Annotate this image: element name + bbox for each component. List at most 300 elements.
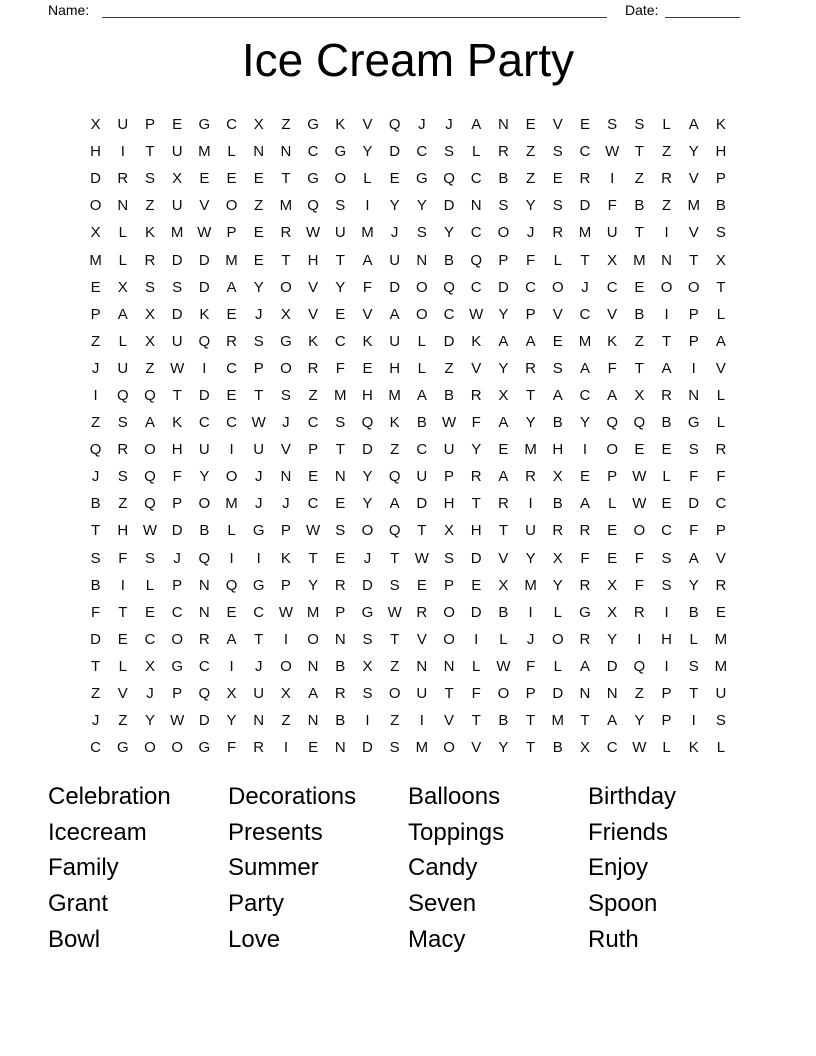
grid-letter: X xyxy=(444,522,455,540)
grid-letter: F xyxy=(471,685,481,703)
word-item: Grant xyxy=(48,890,109,918)
grid-letter: E xyxy=(144,603,155,621)
grid-letter: P xyxy=(607,468,618,486)
grid-letter: E xyxy=(335,495,346,513)
grid-row xyxy=(82,192,735,219)
grid-letter: E xyxy=(226,170,237,188)
grid-letter: D xyxy=(389,143,401,161)
grid-letter: I xyxy=(229,441,234,459)
grid-letter: T xyxy=(689,685,699,703)
grid-letter: T xyxy=(661,332,672,350)
grid-letter: F xyxy=(689,468,699,486)
grid-letter: D xyxy=(470,549,482,567)
grid-letter: Y xyxy=(525,414,536,432)
grid-letter: O xyxy=(606,441,618,459)
grid-letter: Z xyxy=(526,170,536,188)
word-item: Love xyxy=(228,925,281,953)
grid-letter: C xyxy=(470,224,482,242)
grid-letter: T xyxy=(526,739,536,757)
word-item: Friends xyxy=(588,818,669,846)
grid-letter: C xyxy=(715,495,727,513)
grid-letter: T xyxy=(634,359,644,377)
grid-letter: X xyxy=(552,549,563,567)
grid-letter: Y xyxy=(308,576,319,594)
grid-letter: C xyxy=(171,603,183,621)
grid-letter: N xyxy=(579,685,591,703)
grid-letter: Z xyxy=(634,170,644,188)
grid-letter: B xyxy=(444,386,455,404)
grid-row xyxy=(82,111,735,138)
grid-letter: C xyxy=(579,143,591,161)
grid-letter: D xyxy=(90,170,102,188)
grid-letter: C xyxy=(443,305,455,323)
grid-letter: C xyxy=(307,414,319,432)
grid-letter: H xyxy=(90,143,102,161)
grid-letter: V xyxy=(552,116,563,134)
grid-letter: A xyxy=(607,386,618,404)
grid-letter: M xyxy=(578,224,592,242)
grid-letter: X xyxy=(253,116,264,134)
grid-letter: I xyxy=(202,359,207,377)
grid-letter: L xyxy=(662,116,671,134)
grid-letter: F xyxy=(526,251,536,269)
grid-letter: K xyxy=(199,305,210,323)
grid-letter: P xyxy=(661,712,672,730)
grid-letter: Z xyxy=(145,197,155,215)
grid-letter: M xyxy=(633,251,646,269)
grid-letter: O xyxy=(443,603,455,621)
grid-letter: E xyxy=(335,549,346,567)
grid-letter: A xyxy=(471,116,482,134)
grid-letter: X xyxy=(498,576,509,594)
grid-letter: C xyxy=(470,170,482,188)
grid-letter: C xyxy=(90,739,102,757)
grid-letter: Q xyxy=(443,170,455,188)
grid-letter: O xyxy=(225,468,238,486)
grid-letter: K xyxy=(607,332,618,350)
grid-letter: B xyxy=(715,197,726,215)
grid-letter: S xyxy=(144,278,155,296)
grid-letter: T xyxy=(417,522,427,540)
grid-letter: R xyxy=(715,576,727,594)
grid-letter: E xyxy=(579,116,590,134)
grid-letter: E xyxy=(579,468,590,486)
grid-letter: R xyxy=(552,224,564,242)
grid-letter: B xyxy=(634,197,645,215)
grid-letter: O xyxy=(171,630,183,648)
grid-letter: S xyxy=(498,197,509,215)
grid-letter: J xyxy=(418,116,426,134)
grid-letter: U xyxy=(117,116,129,134)
grid-letter: A xyxy=(607,712,618,730)
page-title: Ice Cream Party xyxy=(241,34,575,86)
grid-row xyxy=(82,219,735,246)
grid-letter: S xyxy=(117,414,128,432)
grid-letter: M xyxy=(89,251,102,269)
grid-letter: B xyxy=(634,305,645,323)
grid-letter: E xyxy=(117,630,128,648)
grid-letter: E xyxy=(471,576,482,594)
grid-letter: Z xyxy=(661,143,672,161)
word-item: Seven xyxy=(408,890,477,918)
grid-letter: I xyxy=(229,657,234,675)
grid-letter: M xyxy=(306,603,320,621)
grid-letter: E xyxy=(335,305,346,323)
grid-letter: P xyxy=(172,495,183,513)
grid-letter: A xyxy=(661,359,672,377)
grid-letter: Z xyxy=(634,685,644,703)
grid-letter: U xyxy=(171,332,183,350)
grid-letter: V xyxy=(607,305,618,323)
grid-letter: V xyxy=(688,170,699,188)
grid-letter: E xyxy=(362,359,373,377)
grid-letter: Y xyxy=(688,143,699,161)
grid-letter: T xyxy=(335,251,345,269)
grid-row xyxy=(82,301,735,328)
grid-letter: E xyxy=(226,603,237,621)
grid-letter: F xyxy=(580,549,590,567)
grid-letter: A xyxy=(389,495,400,513)
grid-letter: N xyxy=(416,657,428,675)
grid-letter: N xyxy=(280,468,292,486)
grid-letter: W xyxy=(414,549,429,567)
grid-letter: G xyxy=(361,603,374,621)
grid-letter: R xyxy=(715,441,727,459)
grid-letter: M xyxy=(578,332,592,350)
grid-letter: Z xyxy=(91,414,101,432)
grid-letter: Y xyxy=(525,549,536,567)
grid-letter: X xyxy=(607,603,618,621)
grid-letter: Z xyxy=(281,116,291,134)
grid-letter: U xyxy=(416,685,428,703)
grid-letter: L xyxy=(118,332,127,350)
grid-letter: A xyxy=(579,495,590,513)
grid-letter: W xyxy=(306,522,321,540)
grid-letter: K xyxy=(471,332,482,350)
grid-letter: S xyxy=(661,549,672,567)
grid-letter: M xyxy=(415,739,429,757)
grid-letter: R xyxy=(579,170,591,188)
grid-letter: I xyxy=(120,143,125,161)
grid-letter: P xyxy=(280,576,291,594)
grid-letter: C xyxy=(226,359,237,377)
grid-letter: Q xyxy=(470,251,483,269)
grid-letter: J xyxy=(91,712,100,730)
grid-letter: Y xyxy=(335,278,346,296)
grid-letter: C xyxy=(579,305,591,323)
grid-letter: Y xyxy=(362,143,373,161)
grid-row xyxy=(82,274,735,301)
grid-letter: S xyxy=(362,685,373,703)
grid-letter: A xyxy=(498,332,509,350)
grid-letter: B xyxy=(90,495,101,513)
grid-letter: W xyxy=(632,495,647,513)
grid-letter: X xyxy=(144,332,155,350)
grid-letter: C xyxy=(144,630,156,648)
grid-letter: I xyxy=(691,712,696,730)
grid-letter: Q xyxy=(198,685,211,703)
grid-letter: S xyxy=(90,549,101,567)
grid-letter: L xyxy=(662,468,671,486)
grid-letter: Q xyxy=(144,386,156,404)
grid-letter: E xyxy=(172,116,183,134)
grid-letter: N xyxy=(253,143,265,161)
grid-letter: H xyxy=(552,441,564,459)
grid-letter: S xyxy=(253,332,264,350)
grid-letter: X xyxy=(579,739,590,757)
grid-letter: X xyxy=(226,685,237,703)
grid-letter: M xyxy=(279,197,293,215)
grid-letter: E xyxy=(253,251,264,269)
grid-letter: G xyxy=(252,576,265,594)
grid-letter: T xyxy=(91,657,101,675)
grid-letter: T xyxy=(390,630,400,648)
grid-letter: R xyxy=(633,603,645,621)
grid-letter: L xyxy=(553,603,562,621)
grid-letter: G xyxy=(171,657,183,675)
grid-letter: F xyxy=(634,576,644,594)
grid-letter: E xyxy=(308,468,319,486)
grid-letter: L xyxy=(716,739,726,757)
grid-letter: A xyxy=(579,657,590,675)
grid-letter: W xyxy=(441,414,457,432)
grid-row xyxy=(82,328,735,355)
grid-letter: N xyxy=(416,251,428,269)
grid-letter: Q xyxy=(388,468,401,486)
grid-letter: P xyxy=(172,576,183,594)
grid-letter: R xyxy=(661,386,672,404)
grid-letter: D xyxy=(171,522,183,540)
grid-letter: Q xyxy=(606,414,618,432)
word-item: Ruth xyxy=(588,925,639,953)
grid-letter: O xyxy=(361,522,374,540)
grid-letter: I xyxy=(691,359,696,377)
grid-letter: Z xyxy=(118,495,128,513)
grid-letter: R xyxy=(226,332,237,350)
grid-letter: W xyxy=(632,739,647,757)
grid-letter: V xyxy=(688,224,699,242)
grid-letter: Q xyxy=(388,116,401,134)
grid-letter: O xyxy=(280,657,292,675)
grid-letter: N xyxy=(497,116,509,134)
grid-letter: V xyxy=(498,549,509,567)
grid-letter: Z xyxy=(91,332,101,350)
grid-letter: I xyxy=(283,739,288,757)
grid-letter: U xyxy=(117,359,129,377)
grid-letter: S xyxy=(661,576,672,594)
grid-letter: B xyxy=(552,414,563,432)
grid-letter: O xyxy=(388,685,401,703)
grid-letter: Q xyxy=(633,414,646,432)
grid-letter: J xyxy=(254,305,263,323)
grid-letter: P xyxy=(525,305,536,323)
grid-letter: L xyxy=(716,414,726,432)
word-item: Family xyxy=(48,854,119,882)
grid-letter: K xyxy=(389,414,400,432)
grid-row xyxy=(82,490,735,517)
word-item: Toppings xyxy=(408,818,505,846)
grid-letter: I xyxy=(528,603,533,621)
grid-letter: P xyxy=(715,170,726,188)
grid-letter: O xyxy=(416,305,428,323)
grid-letter: R xyxy=(552,522,564,540)
grid-letter: F xyxy=(607,197,617,215)
grid-letter: R xyxy=(470,468,482,486)
grid-letter: Z xyxy=(444,359,454,377)
grid-letter: D xyxy=(552,685,564,703)
grid-letter: D xyxy=(90,630,102,648)
grid-letter: H xyxy=(715,143,727,161)
grid-letter: T xyxy=(526,712,536,730)
grid-letter: X xyxy=(607,251,618,269)
grid-letter: Y xyxy=(688,576,699,594)
grid-letter: P xyxy=(688,305,699,323)
grid-letter: N xyxy=(334,468,346,486)
grid-letter: I xyxy=(664,224,669,242)
grid-letter: S xyxy=(362,630,373,648)
grid-letter: S xyxy=(117,468,128,486)
grid-letter: K xyxy=(308,332,319,350)
grid-letter: Q xyxy=(144,468,156,486)
grid-letter: S xyxy=(715,712,726,730)
grid-letter: Z xyxy=(661,197,672,215)
grid-letter: H xyxy=(661,630,672,648)
grid-letter: G xyxy=(116,739,129,757)
grid-letter: Y xyxy=(634,712,645,730)
grid-letter: O xyxy=(89,197,102,215)
grid-letter: Y xyxy=(471,441,482,459)
grid-letter: R xyxy=(470,386,482,404)
grid-letter: B xyxy=(688,603,699,621)
grid-letter: X xyxy=(144,305,155,323)
grid-letter: E xyxy=(552,170,563,188)
grid-letter: C xyxy=(606,278,618,296)
grid-letter: V xyxy=(362,116,373,134)
grid-letter: U xyxy=(525,522,537,540)
grid-letter: I xyxy=(664,657,669,675)
grid-letter: P xyxy=(90,305,101,323)
grid-letter: L xyxy=(227,522,236,540)
grid-letter: H xyxy=(117,522,129,540)
grid-letter: U xyxy=(389,332,401,350)
grid-letter: K xyxy=(172,414,183,432)
grid-letter: R xyxy=(253,739,265,757)
grid-letter: D xyxy=(688,495,700,513)
grid-letter: I xyxy=(229,549,234,567)
grid-letter: Y xyxy=(498,739,509,757)
grid-letter: L xyxy=(227,143,236,161)
grid-letter: T xyxy=(471,712,481,730)
grid-letter: N xyxy=(307,657,319,675)
grid-letter: B xyxy=(416,414,427,432)
grid-letter: P xyxy=(253,359,264,377)
grid-letter: W xyxy=(605,143,620,161)
grid-letter: X xyxy=(117,278,128,296)
grid-letter: O xyxy=(280,359,292,377)
grid-letter: Y xyxy=(579,414,590,432)
grid-letter: N xyxy=(334,630,346,648)
grid-row xyxy=(82,382,735,409)
grid-letter: F xyxy=(335,359,345,377)
word-item: Party xyxy=(228,890,285,918)
grid-letter: B xyxy=(552,495,563,513)
grid-letter: P xyxy=(444,576,455,594)
grid-letter: O xyxy=(225,197,238,215)
grid-letter: L xyxy=(553,251,562,269)
grid-letter: J xyxy=(526,630,535,648)
grid-letter: E xyxy=(607,549,618,567)
grid-letter: A xyxy=(389,305,400,323)
grid-letter: D xyxy=(198,712,210,730)
grid-letter: O xyxy=(198,495,211,513)
grid-letter: X xyxy=(172,170,183,188)
grid-letter: R xyxy=(117,441,129,459)
grid-letter: N xyxy=(198,603,210,621)
grid-letter: Z xyxy=(91,685,101,703)
grid-letter: D xyxy=(606,657,618,675)
grid-letter: Z xyxy=(145,359,155,377)
grid-letter: Y xyxy=(416,197,427,215)
date-label: Date: xyxy=(625,2,659,18)
grid-letter: A xyxy=(226,278,237,296)
grid-letter: N xyxy=(334,739,346,757)
grid-letter: I xyxy=(120,576,125,594)
grid-letter: J xyxy=(146,685,154,703)
grid-letter: I xyxy=(610,170,615,188)
grid-letter: M xyxy=(334,386,347,404)
grid-letter: Y xyxy=(444,224,455,242)
grid-row xyxy=(82,653,735,680)
grid-letter: F xyxy=(607,359,617,377)
grid-letter: K xyxy=(280,549,291,567)
grid-letter: F xyxy=(634,549,644,567)
grid-letter: E xyxy=(634,441,645,459)
grid-letter: F xyxy=(91,603,101,621)
grid-letter: R xyxy=(525,468,537,486)
grid-letter: D xyxy=(497,278,509,296)
grid-letter: P xyxy=(444,468,455,486)
grid-letter: I xyxy=(365,712,370,730)
grid-letter: W xyxy=(170,712,185,730)
grid-row xyxy=(82,409,735,436)
grid-letter: I xyxy=(474,630,479,648)
grid-letter: O xyxy=(687,278,700,296)
grid-letter: R xyxy=(280,224,292,242)
name-label: Name: xyxy=(48,2,90,18)
grid-letter: Q xyxy=(225,576,238,594)
grid-letter: E xyxy=(715,603,726,621)
grid-row xyxy=(82,246,735,273)
grid-letter: Y xyxy=(362,468,373,486)
grid-letter: T xyxy=(172,386,182,404)
grid-row xyxy=(82,517,735,544)
grid-letter: C xyxy=(525,278,537,296)
grid-letter: S xyxy=(688,441,699,459)
grid-letter: Q xyxy=(89,441,102,459)
grid-letter: F xyxy=(716,468,726,486)
grid-letter: M xyxy=(714,630,728,648)
grid-letter: L xyxy=(118,657,127,675)
grid-letter: D xyxy=(362,441,373,459)
grid-letter: O xyxy=(443,630,455,648)
grid-letter: G xyxy=(307,170,319,188)
grid-letter: O xyxy=(334,170,347,188)
grid-letter: F xyxy=(226,739,237,757)
grid-letter: U xyxy=(389,251,401,269)
grid-letter: C xyxy=(307,143,319,161)
grid-letter: K xyxy=(362,332,373,350)
grid-letter: X xyxy=(498,386,509,404)
